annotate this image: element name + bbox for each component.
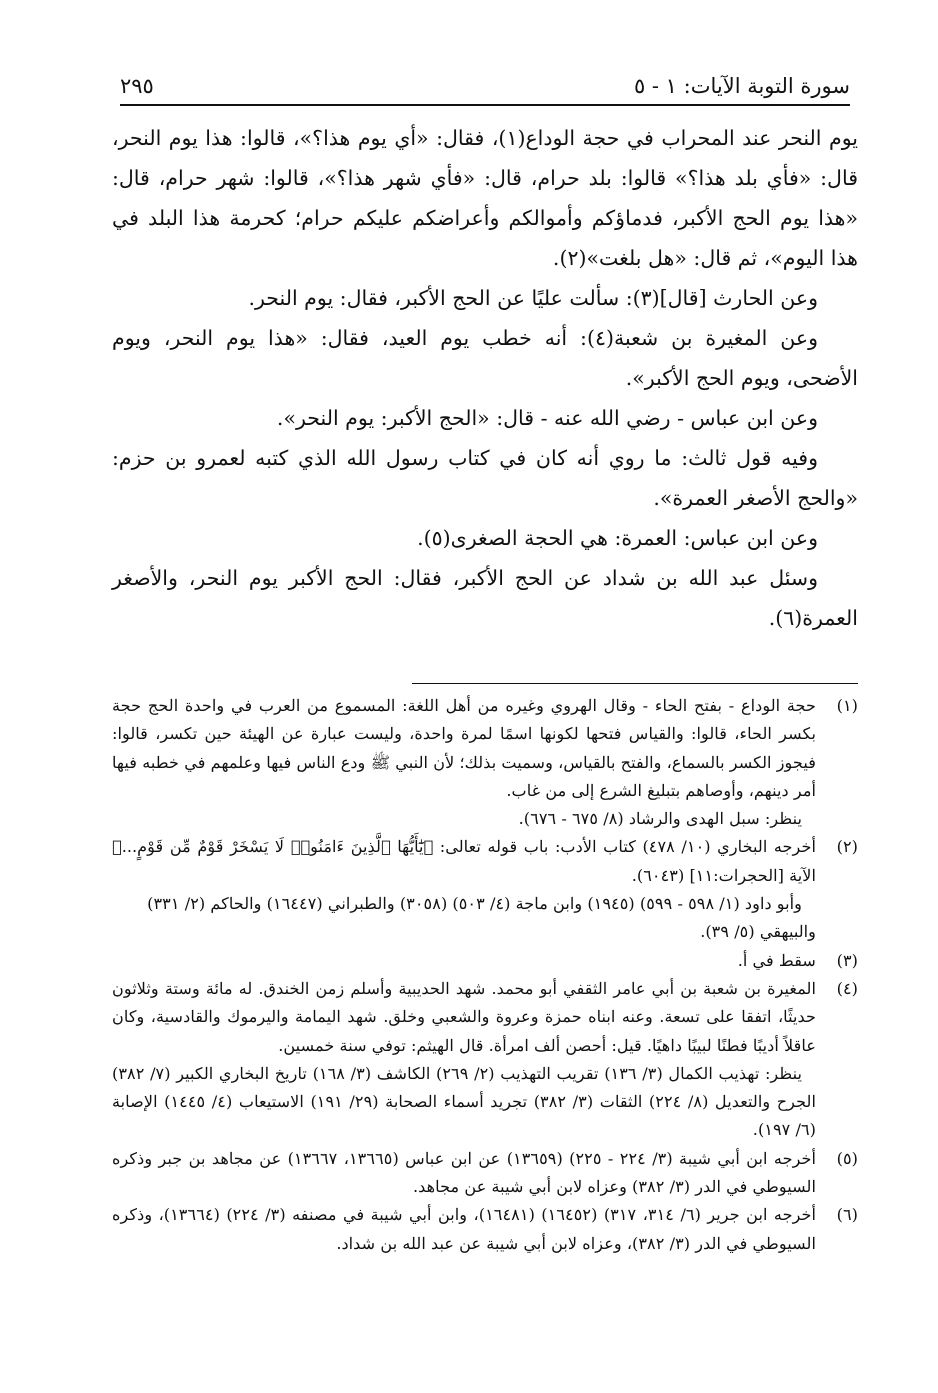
main-text (112, 118, 858, 638)
paragraph: يوم النحر عند المحراب في حجة الوداع(١)، فقال: «أي يوم هذا؟»، قالوا: هذا يوم النحر، قال: «فأي بلد هذا؟» قالوا: بلد حرام، قال: «فأي شهر هذا؟»، قالوا: شهر حرام، قال: «هذا يوم الحج الأكبر، فدماؤكم وأموالكم وأعراضكم عليكم حرام؛ كحرمة هذا البلد في هذا اليوم»، ثم قال: «هل بلغت»(٢). (112, 126, 858, 270)
footnote (112, 692, 858, 833)
paragraph: وعن الحارث [قال](٣): سألت عليًا عن الحج الأكبر، فقال: يوم النحر. (248, 286, 818, 310)
footnote-number: (٦) (836, 1205, 858, 1225)
running-title: سورة التوبة الآيات: ١ - ٥ (633, 74, 850, 98)
footnote-number: (٢) (836, 837, 858, 857)
footnote-number: (١) (836, 696, 858, 715)
footnote-continuation (112, 890, 858, 947)
footnote-text: أخرجه ابن جرير (٦/ ٣١٤، ٣١٧) (١٦٤٥٢) (١٦٤٨١)، وابن أبي شيبة في مصنفه (٣/ ٢٢٤) (١٣٦٦٤)، وذكره السيوطي في الدر (٣/ ٣٨٢)، وعزاه لابن أبي شيبة عن عبد الله بن شداد. (112, 1205, 817, 1253)
footnote-text: أخرجه ابن أبي شيبة (٣/ ٢٢٤ - ٢٢٥) (١٣٦٥٩) عن ابن عباس (١٣٦٦٥، ١٣٦٦٧) عن مجاهد بن جبر وذكره السيوطي في الدر (٣/ ٣٨٢) وعزاه لابن أبي شيبة عن مجاهد. (112, 1148, 817, 1197)
footnote-text: أخرجه البخاري (١٠/ ٤٧٨) كتاب الأدب: باب قوله تعالى: ﴿يَٰٓأَيُّهَا ٱلَّذِينَ ءَامَنُوا۟ لَا يَسْخَرْ قَوْمٌ مِّن قَوْمٍ...﴾ الآية [الحجرات:١١] (٦٠٤٣). (112, 837, 816, 885)
footnote (112, 1201, 858, 1258)
footnote-number: (٣) (836, 950, 858, 970)
paragraph: وعن ابن عباس: العمرة: هي الحجة الصغرى(٥). (417, 526, 818, 550)
paragraph: وعن ابن عباس - رضي الله عنه - قال: «الحج الأكبر: يوم النحر». (276, 406, 818, 430)
footnote-reference: ينظر: سبل الهدى والرشاد (٨/ ٦٧٥ - ٦٧٦). (518, 809, 802, 829)
footnote-number: (٤) (836, 978, 858, 998)
page-header (120, 58, 850, 106)
footnote-reference: ينظر: تهذيب الكمال (٣/ ١٣٦) تقريب التهذيب (٢/ ٢٦٩) الكاشف (٣/ ١٦٨) تاريخ البخاري الكبير (٧/ ٣٨٢) الجرح والتعديل (٨/ ٢٢٤) الثقات (٣/ ٣٨٢) تجريد أسماء الصحابة (٢٩/ ١٩١) الاستيعاب (٤/ ١٤٤٥) الإصابة (٦/ ١٩٧). (112, 1063, 816, 1140)
footnote-text: المغيرة بن شعبة بن أبي عامر الثقفي أبو محمد. شهد الحديبية وأسلم زمن الخندق. له مائة وستة وثلاثون حديثًا، اتفقا على تسعة. وعنه ابناه حمزة وعروة والشعبي وخلق. شهد اليمامة واليرموك والقادسية، وكان عاقلاً أديبًا فطنًا لبيبًا داهيًا. قيل: أحصن ألف امرأة. قال الهيثم: توفي سنة خمسين. (112, 978, 816, 1055)
paragraph: وفيه قول ثالث: ما روي أنه كان في كتاب رسول الله الذي كتبه لعمرو بن حزم: «والحج الأصغر العمرة». (112, 446, 858, 510)
paragraph: وسئل عبد الله بن شداد عن الحج الأكبر، فقال: الحج الأكبر يوم النحر، والأصغر العمرة(٦). (112, 566, 858, 630)
footnotes (112, 692, 858, 1258)
footnote (112, 947, 858, 975)
footnote (112, 975, 858, 1145)
footnote-text: وأبو داود (١/ ٥٩٨ - ٥٩٩) (١٩٤٥) وابن ماجة (٤/ ٥٠٣) (٣٠٥٨) والطبراني (١٦٤٤٧) والحاكم (٢/ ٣٣١) والبيهقي (٥/ ٣٩). (147, 894, 816, 942)
paragraph: وعن المغيرة بن شعبة(٤): أنه خطب يوم العيد، فقال: «هذا يوم النحر، ويوم الأضحى، ويوم الحج الأكبر». (112, 326, 858, 390)
footnote-number: (٥) (836, 1148, 858, 1168)
footnote (112, 1145, 858, 1202)
footnote-text: حجة الوداع - بفتح الحاء - وقال الهروي وغيره من أهل اللغة: المسموع من العرب في واحدة الحج حجة بكسر الحاء، قالوا: والقياس فتحها لكونها اسمًا لمرة واحدة، وليست عبارة عن الهيئة حين تكسر، قالوا: فيجوز الكسر بالسماع، والفتح بالقياس، وسميت بذلك؛ لأن النبي ﷺ ودع الناس فيها وعلمهم في خطبه فيها أمر دينهم، وأوصاهم بتبليغ الشرع إلى من غاب. (112, 696, 816, 800)
footnote-text: سقط في أ. (737, 950, 816, 970)
footnote-separator (412, 683, 858, 684)
page-number: ٢٩٥ (120, 74, 154, 98)
footnote (112, 833, 858, 890)
